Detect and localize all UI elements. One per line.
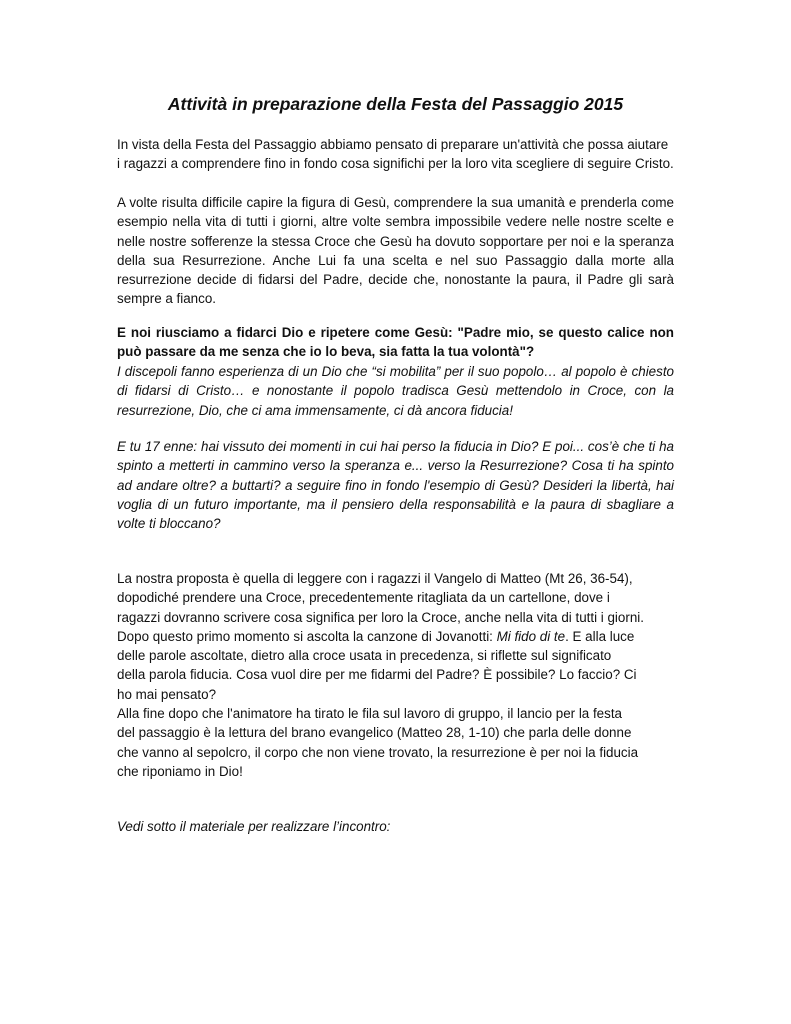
song-title: Mi fido di te	[496, 628, 566, 644]
proposal-paragraph	[117, 569, 674, 781]
proposal-line: delle parole ascoltate, dietro alla croce usata in precedenza, si riflette sul significato	[117, 648, 612, 664]
proposal-line: La nostra proposta è quella di leggere con i ragazzi il Vangelo di Matteo (Mt 26, 36-54),	[117, 571, 633, 586]
seventeen-question-paragraph: E tu 17 enne: hai vissuto dei momenti in cui hai perso la fiducia in Dio? E poi... cos’è che ti ha spinto a metterti in cammino verso la speranza e... verso la Resurrezione? Cosa ti ha spinto ad andare oltre? a buttarti? a seguire fino in fondo l'esempio di Gesù? Desideri la libertà, hai voglia di un futuro importante, ma il pensiero della responsabilità e la paura di sbagliare a volte ti bloccano?	[117, 439, 674, 532]
proposal-line: della parola fiducia. Cosa vuol dire per me fidarmi del Padre? È possibile? Lo faccio? Ci	[117, 667, 637, 683]
closing-note: Vedi sotto il materiale per realizzare l’incontro:	[117, 819, 391, 834]
document-title: Attività in preparazione della Festa del Passaggio 2015	[167, 94, 624, 114]
disciples-paragraph: I discepoli fanno esperienza di un Dio che “si mobilita” per il suo popolo… al popolo è chiesto di fidarsi di Cristo… e nonostante il popolo tradisca Gesù mettendolo in Croce, con la resurrezione, Dio, che ci ama immensamente, ci dà ancora fiducia!	[117, 364, 674, 418]
proposal-line: Alla fine dopo che l'animatore ha tirato le fila sul lavoro di gruppo, il lancio per la festa	[117, 706, 622, 722]
song-line-suffix: . E alla luce	[565, 628, 635, 644]
reflection-paragraph: A volte risulta difficile capire la figura di Gesù, comprendere la sua umanità e prenderla come esempio nella vita di tutti i giorni, altre volte sembra impossibile vedere nelle nostre scelte e nelle nostre sofferenze la stessa Croce che Gesù ha dovuto sopportare per noi e la speranza della sua Resurrezione. Anche Lui fa una scelta e nel suo Passaggio dalla morte alla resurrezione decide di fidarsi del Padre, decide che, nonostante la paura, il Padre gli sarà sempre a fianco.	[117, 195, 674, 307]
bold-question: E noi riusciamo a fidarci Dio e ripetere come Gesù: "Padre mio, se questo calice non può passare da me senza che io lo beva, sia fatta la tua volontà"?	[117, 325, 674, 360]
proposal-line: ragazzi dovranno scrivere cosa significa per loro la Croce, anche nella vita di tutti i giorni.	[117, 609, 644, 625]
song-line-prefix: Dopo questo primo momento si ascolta la canzone di Jovanotti:	[117, 628, 497, 644]
proposal-line: dopodiché prendere una Croce, precedentemente ritagliata da un cartellone, dove i	[117, 590, 610, 606]
intro-paragraph: In vista della Festa del Passaggio abbiamo pensato di preparare un'attività che possa aiutare i ragazzi a comprendere fino in fondo cosa significhi per la loro vita scegliere di seguire Cristo.	[117, 137, 674, 172]
proposal-line: ho mai pensato?	[117, 686, 217, 702]
proposal-line: che vanno al sepolcro, il corpo che non viene trovato, la resurrezione è per noi la fiducia	[117, 744, 639, 760]
proposal-line: del passaggio è la lettura del brano evangelico (Matteo 28, 1-10) che parla delle donne	[117, 725, 632, 741]
proposal-line: che riponiamo in Dio!	[117, 763, 243, 779]
song-line	[117, 627, 674, 646]
